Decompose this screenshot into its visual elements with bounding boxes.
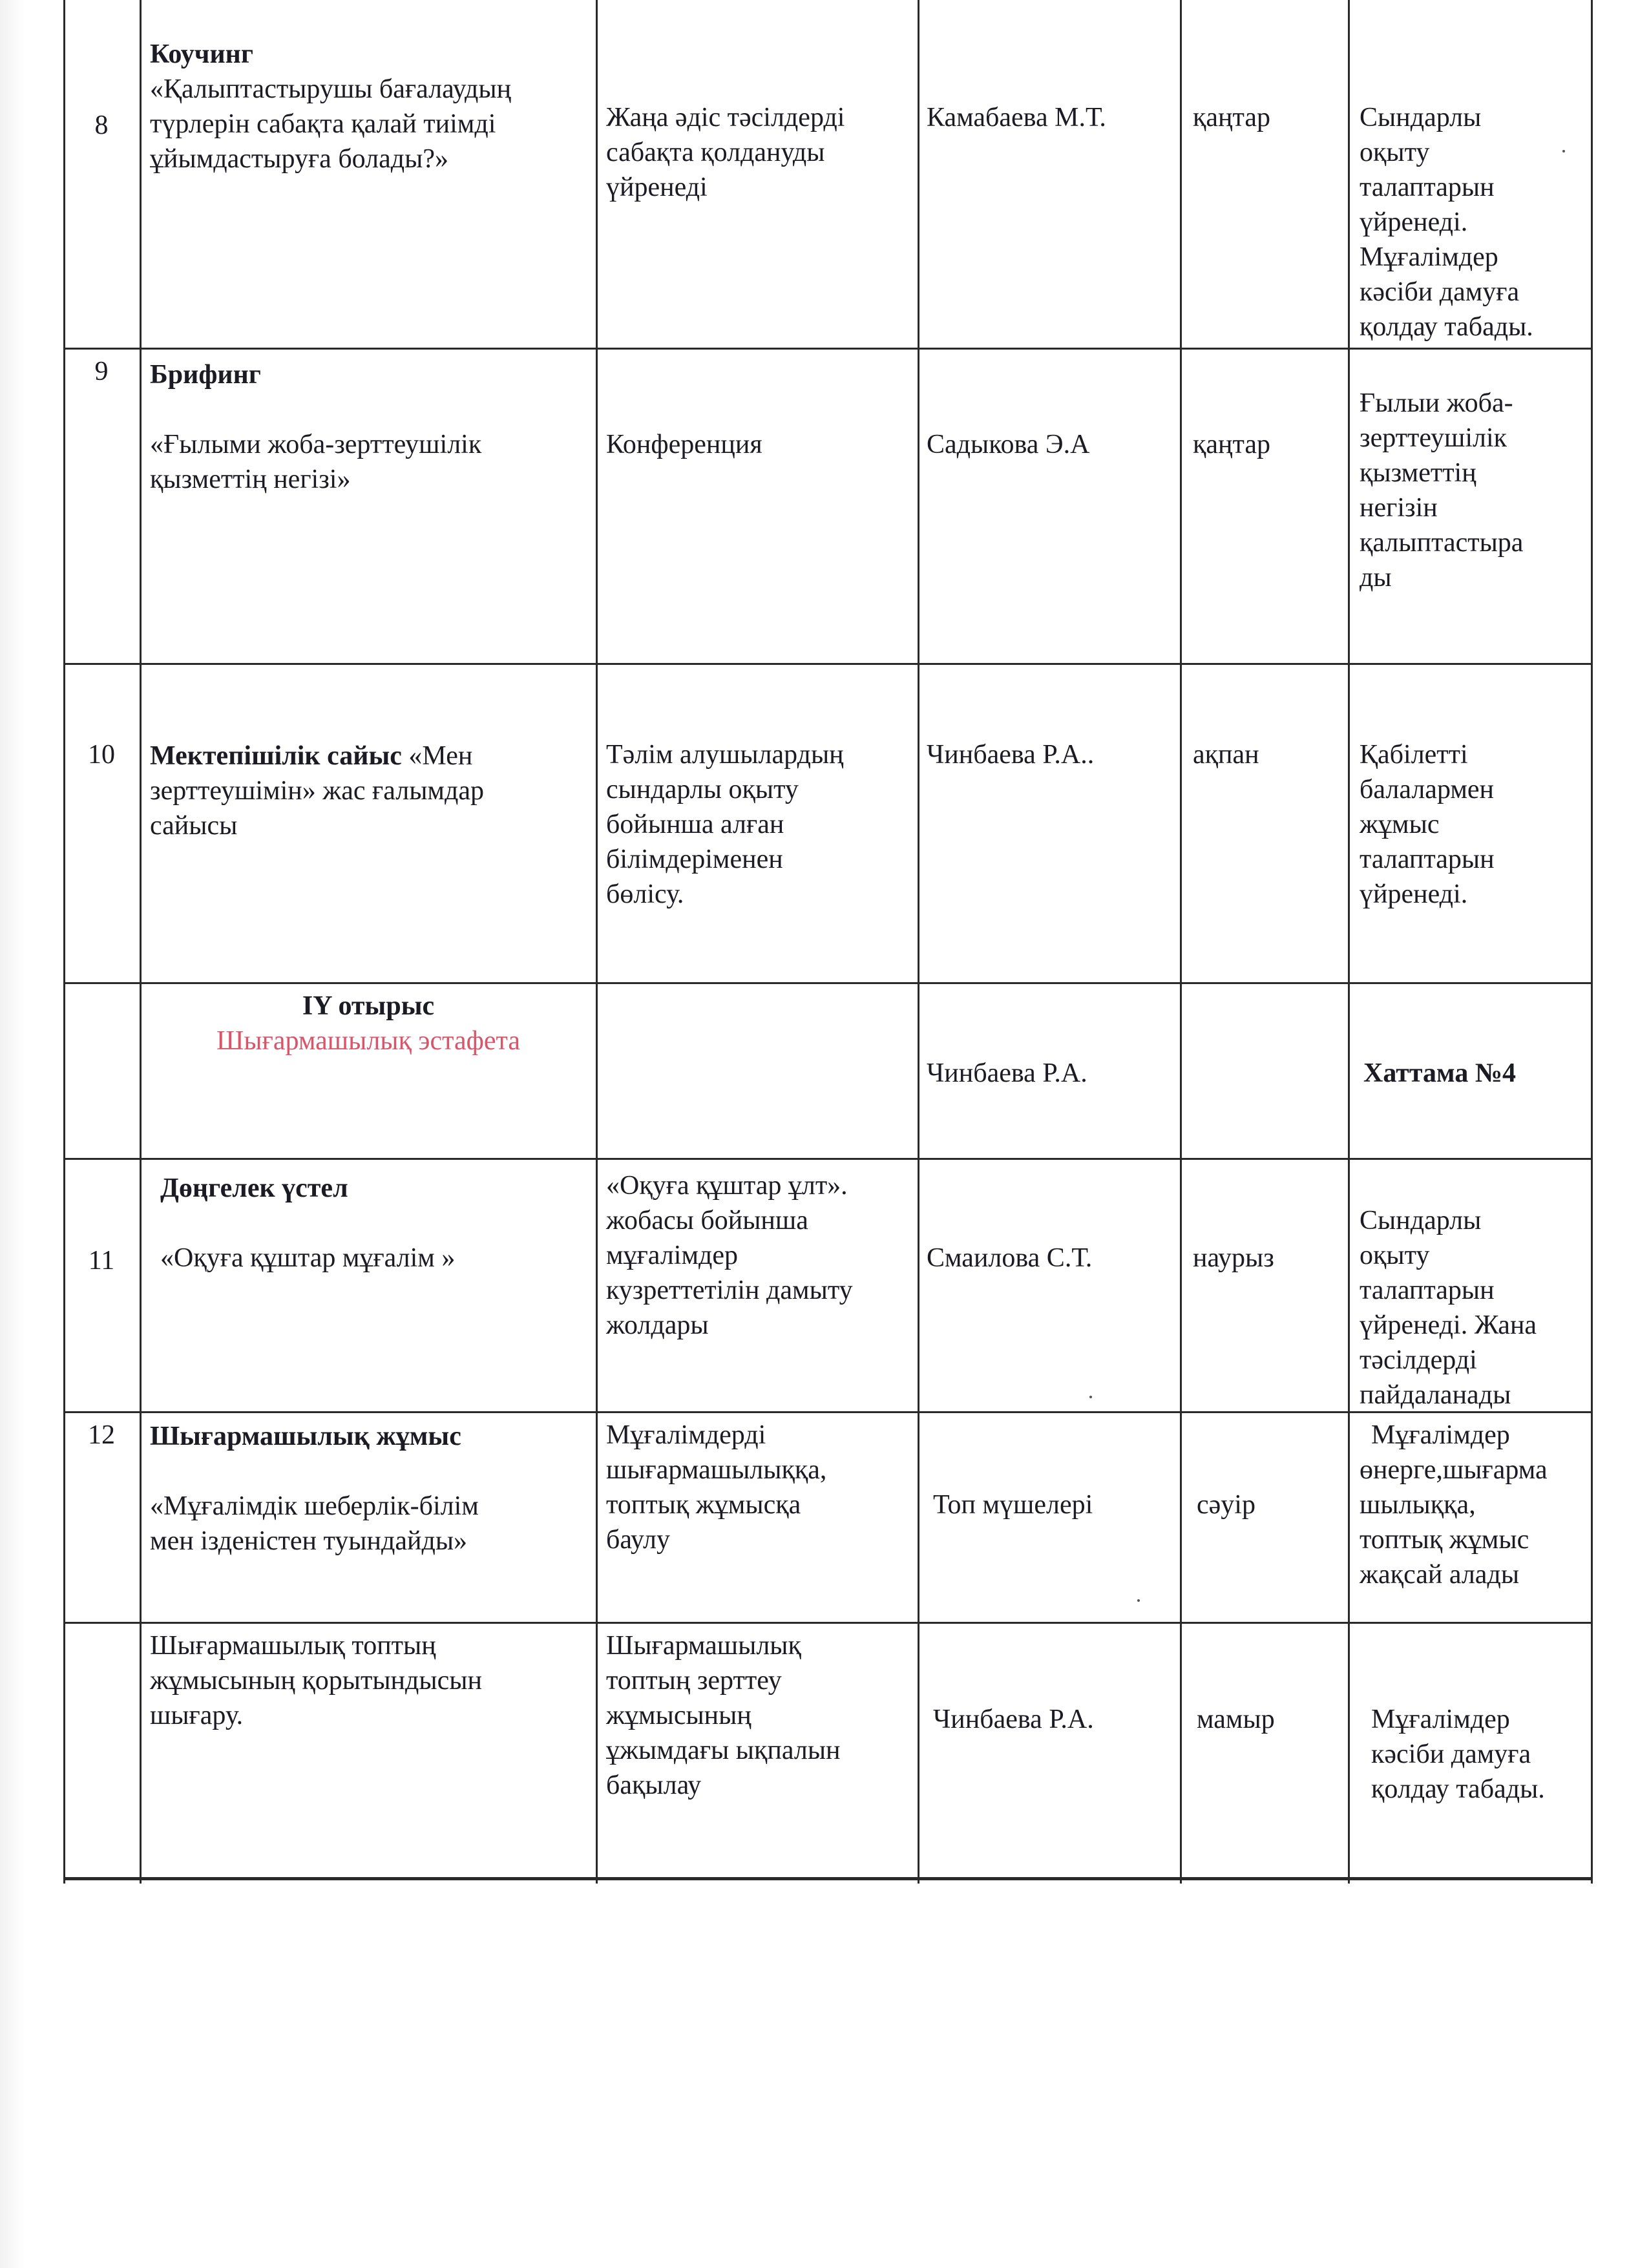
topic-line: түрлерін сабақта қалай тиімді xyxy=(150,109,496,139)
goal-line: Конференция xyxy=(606,430,762,459)
goal-line: білімдеріменен xyxy=(606,845,783,874)
result-line: кәсіби дамуға xyxy=(1360,277,1520,307)
month: сәуір xyxy=(1197,1490,1255,1520)
responsible-person: Камабаева М.Т. xyxy=(927,103,1106,132)
responsible-person: Садыкова Э.А xyxy=(927,430,1090,459)
result-line: оқыту xyxy=(1360,138,1430,167)
topic-line: «Оқуға құштар мұғалім » xyxy=(160,1243,456,1273)
responsible-person: Топ мүшелері xyxy=(933,1490,1093,1520)
topic-line: қызметтің негізі» xyxy=(150,465,351,494)
month: мамыр xyxy=(1197,1705,1275,1734)
result-line: үйренеді. Жана xyxy=(1360,1310,1537,1340)
responsible-person: Чинбаева Р.А.. xyxy=(927,740,1095,770)
goal-line: Тәлім алушылардың xyxy=(606,740,844,770)
result-line: Ғылыи жоба- xyxy=(1360,388,1513,418)
result-line: талаптарын xyxy=(1360,845,1495,874)
result-line: балалармен xyxy=(1360,775,1495,804)
protocol-number: Хаттама №4 xyxy=(1363,1058,1517,1088)
goal-line: топтық жұмысқа xyxy=(606,1490,801,1520)
scan-speck xyxy=(1562,150,1565,152)
topic-line: «Қалыптастырушы бағалаудың xyxy=(150,74,512,104)
result-line: қалыптастыра xyxy=(1360,528,1524,558)
goal-line: сабақта қолдануды xyxy=(606,138,825,167)
row-number: 8 xyxy=(94,110,109,140)
row-number: 10 xyxy=(88,740,115,770)
result-line: тәсілдерді xyxy=(1360,1345,1477,1375)
row-number: 12 xyxy=(88,1420,115,1450)
result-line: Мұғалімдер xyxy=(1371,1705,1510,1734)
topic-line: ұйымдастыруға болады?» xyxy=(150,144,448,174)
result-line: жұмыс xyxy=(1360,810,1440,839)
result-line: топтық жұмыс xyxy=(1360,1525,1529,1555)
result-line: Мұғалімдер xyxy=(1371,1420,1510,1450)
session-title: IY отырыс xyxy=(302,991,435,1021)
scan-speck xyxy=(1137,1599,1140,1602)
row-number: 11 xyxy=(88,1246,115,1276)
goal-line: бақылау xyxy=(606,1770,702,1800)
topic-line: «Мұғалімдік шеберлік-білім xyxy=(150,1491,479,1521)
goal-line: топтың зерттеу xyxy=(606,1666,782,1696)
goal-line: Жаңа әдіс тәсілдерді xyxy=(606,103,845,132)
goal-line: жолдары xyxy=(606,1310,709,1340)
goal-line: кузреттетілін дамыту xyxy=(606,1276,853,1305)
result-line: Қабілетті xyxy=(1360,740,1468,770)
result-line: оқыту xyxy=(1360,1241,1430,1270)
month: қаңтар xyxy=(1193,103,1271,132)
page-shadow-edge xyxy=(0,0,25,2268)
event-type: Коучинг xyxy=(150,39,253,69)
goal-line: сындарлы оқыту xyxy=(606,775,799,804)
result-line: талаптарын xyxy=(1360,173,1495,202)
result-line: қызметтің xyxy=(1360,458,1476,488)
month: қаңтар xyxy=(1193,430,1271,459)
row-number: 9 xyxy=(94,357,109,386)
goal-line: баулу xyxy=(606,1525,670,1555)
topic-line: зерттеушімін» жас ғалымдар xyxy=(150,776,485,806)
result-line: өнерге,шығарма xyxy=(1360,1455,1548,1485)
topic-line: шығару. xyxy=(150,1701,244,1730)
event-type: Шығармашылық жұмыс xyxy=(150,1422,461,1451)
topic-line: жұмысының қорытындысын xyxy=(150,1666,482,1696)
goal-line: Мұғалімдерді xyxy=(606,1420,766,1450)
goal-line: жұмысының xyxy=(606,1701,751,1730)
event-type: Мектепішілік сайыс xyxy=(150,741,402,771)
goal-line: ұжымдағы ықпалын xyxy=(606,1736,841,1765)
result-line: зерттеушілік xyxy=(1360,423,1507,453)
goal-line: «Оқуға құштар ұлт». xyxy=(606,1171,848,1201)
result-line: Мұғалімдер xyxy=(1360,242,1498,272)
goal-line: бойынша алған xyxy=(606,810,784,839)
goal-line: мұғалімдер xyxy=(606,1241,739,1270)
result-line: талаптарын xyxy=(1360,1276,1495,1305)
result-line: ды xyxy=(1360,563,1392,593)
topic-line xyxy=(150,739,472,773)
topic-line: сайысы xyxy=(150,811,238,841)
result-line: Сындарлы xyxy=(1360,103,1482,132)
topic-line: Шығармашылық топтың xyxy=(150,1631,436,1661)
goal-line: шығармашылыққа, xyxy=(606,1455,827,1485)
result-line: негізін xyxy=(1360,493,1438,523)
session-subtitle: Шығармашылық эстафета xyxy=(216,1026,520,1056)
result-line: үйренеді. xyxy=(1360,879,1468,909)
result-line: үйренеді. xyxy=(1360,207,1468,237)
result-line: қолдау табады. xyxy=(1360,312,1533,342)
event-type: Брифинг xyxy=(150,360,261,390)
result-line: шылыққа, xyxy=(1360,1490,1476,1520)
responsible-person: Чинбаева Р.А. xyxy=(933,1705,1094,1734)
goal-line: бөлісу. xyxy=(606,879,684,909)
scan-speck xyxy=(1089,1396,1092,1398)
result-line: пайдаланады xyxy=(1360,1380,1511,1410)
goal-line: Шығармашылық xyxy=(606,1631,801,1661)
result-line: Сындарлы xyxy=(1360,1206,1482,1235)
topic-line: «Ғылыми жоба-зерттеушілік xyxy=(150,430,482,459)
topic-line: «Мен xyxy=(408,741,473,771)
responsible-person: Смаилова С.Т. xyxy=(927,1243,1093,1273)
goal-line: үйренеді xyxy=(606,173,708,202)
result-line: жақсай алады xyxy=(1360,1560,1520,1590)
month: наурыз xyxy=(1193,1243,1274,1273)
topic-line: мен ізденістен туындайды» xyxy=(150,1526,468,1556)
result-line: кәсіби дамуға xyxy=(1371,1739,1531,1769)
month: ақпан xyxy=(1193,740,1259,770)
goal-line: жобасы бойынша xyxy=(606,1206,808,1235)
result-line: қолдау табады. xyxy=(1371,1774,1545,1804)
responsible-person: Чинбаева Р.А. xyxy=(927,1058,1087,1088)
event-type: Дөңгелек үстел xyxy=(160,1173,348,1203)
